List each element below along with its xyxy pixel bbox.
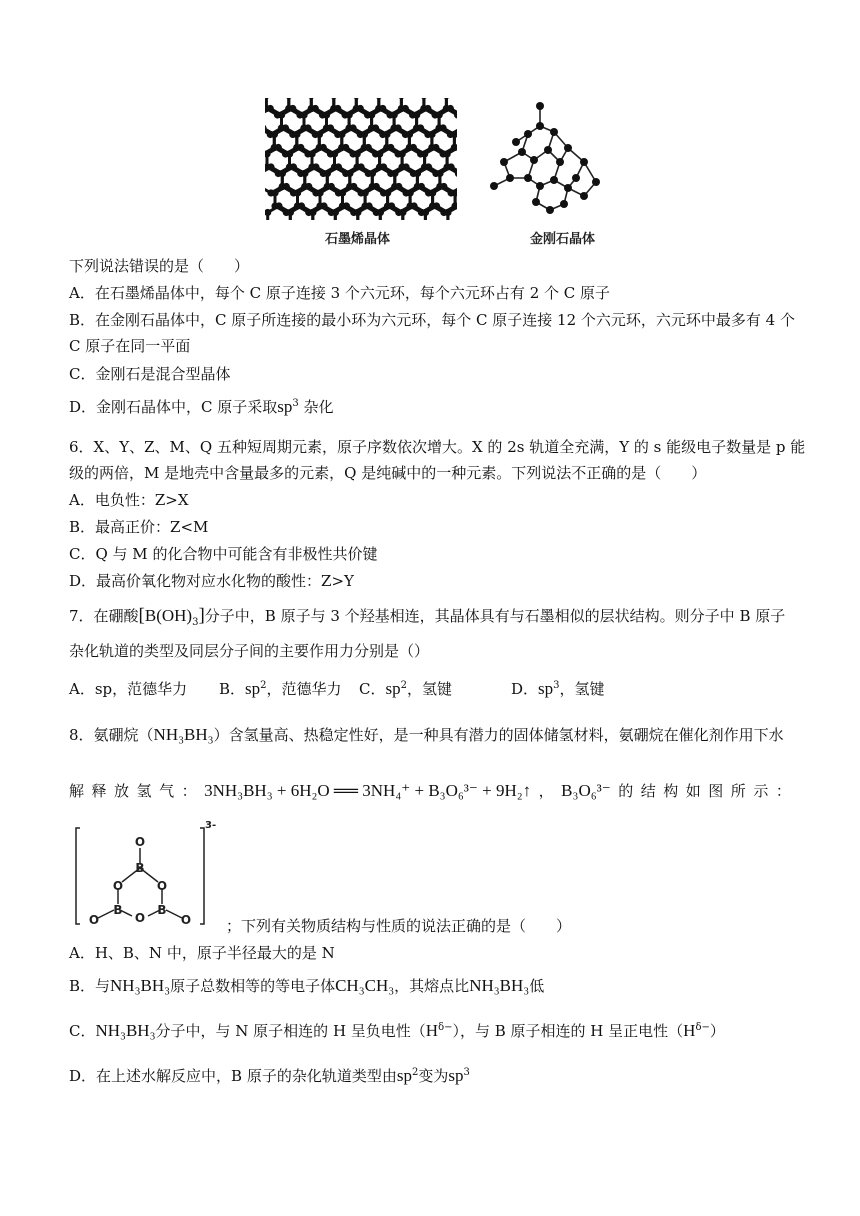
graphene-atom [410, 144, 417, 151]
graphene-atom [286, 150, 293, 157]
q8-ion: B₃O₆³⁻ [561, 781, 611, 800]
graphene-atom [448, 163, 455, 170]
graphene-atom [339, 189, 346, 196]
graphene-atom [271, 131, 278, 138]
graphene-atom [342, 144, 349, 151]
graphene-atom [379, 105, 386, 112]
graphene-atom [421, 150, 428, 157]
graphene-figure [265, 98, 457, 220]
graphene-atom [391, 170, 398, 177]
graphene-atom [267, 105, 274, 112]
graphene-atom [424, 105, 431, 112]
graphene-atom [436, 170, 443, 177]
q8-option-d: D．在上述水解反应中，B 原子的杂化轨道类型由$sp^2$变为$sp^3$ [69, 1066, 470, 1085]
ring-atom-o-top: O [134, 835, 146, 849]
q6-option-c: C．Q 与 M 的化合物中可能含有非极性共价键 [69, 545, 378, 563]
q6-option-d: D．最高价氧化物对应水化物的酸性：Z>Y [69, 572, 354, 590]
graphene-atom [278, 111, 285, 118]
graphene-atom [297, 144, 304, 151]
graphene-atom [391, 111, 398, 118]
q5-option-a: A．在石墨烯晶体中，每个 C 原子连接 3 个六元环，每个六元环占有 2 个 C 原子 [69, 284, 611, 302]
graphene-atom [293, 131, 300, 138]
graphene-atom [305, 183, 312, 190]
q6-stem-line1: 6．X、Y、Z、M、Q 五种短周期元素，原子序数依次增大。X 的 2s 轨道全充满，Y 的 s 能级电子数量是 p 能 [69, 438, 806, 456]
graphene-atom [399, 150, 406, 157]
q5-option-c: C．金刚石是混合型晶体 [69, 365, 231, 383]
ring-atom-o-right: O [156, 879, 168, 893]
graphene-atom [312, 105, 319, 112]
graphene-atom [308, 150, 315, 157]
q6-option-a: A．电负性：Z>X [69, 491, 189, 509]
ring-atom-o-left: O [112, 879, 124, 893]
graphene-atom [331, 150, 338, 157]
graphene-atom [320, 144, 327, 151]
graphene-atom [267, 163, 274, 170]
graphene-atom [444, 209, 451, 216]
graphene-caption: 石墨烯晶体 [325, 232, 391, 247]
graphene-atom [414, 170, 421, 177]
graphene-atom [411, 202, 418, 209]
graphene-atom [308, 98, 315, 99]
graphene-atom [366, 202, 373, 209]
graphene-atom [271, 189, 278, 196]
graphene-atom [290, 163, 297, 170]
graphene-atom [275, 144, 282, 151]
q8-stem-line1: 8．氨硼烷（NH₃BH₃）含氢量高、热稳定性好，是一种具有潜力的固体储氢材料，氨硼烷在催化剂作用下水 [69, 725, 784, 744]
q8-stem-line2: 解 释 放 氢 气 ： 3NH₃BH₃ + 6H₂O ══ 3NH₄⁺ + B₃O₆³⁻ + 9H₂↑ ， B₃O₆³⁻ 的 结 构 如 图 所 示 ： [69, 781, 791, 800]
graphene-atom [361, 131, 368, 138]
graphene-atom [418, 183, 425, 190]
graphene-atom [332, 209, 339, 216]
q7-option-b: B．$sp^2$，范德华力 [219, 679, 342, 698]
graphene-atom [440, 183, 447, 190]
graphene-atom [354, 150, 361, 157]
graphene-atom [320, 202, 327, 209]
graphene-atom [316, 189, 323, 196]
graphene-atom [343, 202, 350, 209]
graphene-atom [402, 105, 409, 112]
graphene-atom [298, 202, 305, 209]
graphene-atom [420, 98, 427, 99]
ring-atom-o-outer-left: O [88, 913, 100, 927]
q5-option-b-line2: C 原子在同一平面 [69, 337, 191, 355]
ring-charge: 3- [205, 820, 217, 831]
graphene-atom [282, 124, 289, 131]
graphene-atom [444, 150, 451, 157]
graphene-atom [335, 163, 342, 170]
graphene-atom [433, 202, 440, 209]
ring-atom-b-top: B [135, 861, 145, 875]
graphene-atom [358, 163, 365, 170]
q7-option-d: D．$sp^3$，氢键 [511, 679, 605, 698]
graphene-atom [350, 183, 357, 190]
graphene-atom [323, 111, 330, 118]
graphene-atom [417, 124, 424, 131]
graphene-atom [279, 170, 286, 177]
graphene-atom [422, 209, 429, 216]
graphene-atom [395, 183, 402, 190]
q7-option-c: C．$sp^2$，氢键 [359, 679, 452, 698]
graphene-atom [377, 209, 384, 216]
ring-atom-b-right: B [157, 903, 167, 917]
graphene-atom [403, 163, 410, 170]
graphene-atom [328, 183, 335, 190]
graphene-atom [324, 170, 331, 177]
q8-option-a: A．H、B、N 中，原子半径最大的是 N [69, 944, 335, 962]
graphene-atom [440, 124, 447, 131]
graphene-atom [384, 189, 391, 196]
b3o6-structure-figure [72, 818, 222, 930]
graphene-atom [365, 144, 372, 151]
graphene-atom [312, 163, 319, 170]
graphene-atom [398, 98, 405, 99]
graphene-atom [428, 131, 435, 138]
graphene-atom [443, 98, 450, 99]
graphene-atom [388, 202, 395, 209]
graphene-atom [334, 105, 341, 112]
graphene-atom [316, 131, 323, 138]
graphene-atom [327, 124, 334, 131]
q7-stem-line1: 7．在硼酸$[B(OH)_3]$分子中，B 原子与 3 个羟基相连，其晶体具有与石墨相似的层状结构。则分子中 B 原子 [69, 605, 786, 628]
graphene-atom [346, 170, 353, 177]
graphene-atom [304, 124, 311, 131]
graphene-atom [383, 131, 390, 138]
graphene-atom [350, 124, 357, 131]
graphene-atom [399, 209, 406, 216]
graphene-atom [294, 189, 301, 196]
q8-equation: 3NH₃BH₃ + 6H₂O ══ 3NH₄⁺ + B₃O₆³⁻ + 9H₂↑ [204, 781, 532, 800]
q6-stem-line2: 级的两倍，M 是地壳中含量最多的元素，Q 是纯碱中的一种元素。下列说法不正确的是（ ） [69, 464, 707, 482]
ring-atom-o-outer-right: O [180, 913, 192, 927]
q7-option-a: A．sp，范德华力 [69, 680, 188, 698]
graphene-atom [373, 183, 380, 190]
graphene-atom [387, 144, 394, 151]
q8-option-c: C．NH₃BH₃分子中，与 N 原子相连的 H 呈负电性$(H^{\delta-})$，与 B 原子相连的 H 呈正电性$(H^{\delta-})$ [69, 1021, 725, 1040]
ring-atom-b-left: B [113, 903, 123, 917]
graphene-atom [330, 98, 337, 99]
graphene-atom [429, 189, 436, 196]
graphene-atom [338, 131, 345, 138]
diamond-caption: 金刚石晶体 [530, 232, 596, 247]
graphene-atom [309, 209, 316, 216]
graphene-atom [376, 150, 383, 157]
graphene-atom [353, 98, 360, 99]
q8-option-b: B．与NH₃BH₃原子总数相等的等电子体CH₃CH₃，其熔点比NH₃BH₃低 [69, 976, 545, 995]
graphene-atom [375, 98, 382, 99]
graphene-atom [287, 209, 294, 216]
graphene-atom [407, 189, 414, 196]
q5-option-d: D．金刚石晶体中，C 原子采取$sp^3$ 杂化 [69, 397, 334, 416]
graphene-atom [357, 105, 364, 112]
graphene-atom [289, 105, 296, 112]
graphene-atom [372, 124, 379, 131]
graphene-atom [432, 144, 439, 151]
graphene-atom [369, 170, 376, 177]
graphene-atom [413, 111, 420, 118]
graphene-atom [354, 209, 361, 216]
graphene-atom [285, 98, 292, 99]
graphene-atom [283, 183, 290, 190]
graphene-atom [301, 170, 308, 177]
ring-atom-o-bottom: O [134, 911, 146, 925]
q6-option-b: B．最高正价：Z<M [69, 518, 209, 536]
graphene-atom [362, 189, 369, 196]
graphene-atom [447, 105, 454, 112]
graphene-atom [300, 111, 307, 118]
diamond-figure [488, 100, 608, 218]
q5-stem: 下列说法错误的是（ ） [69, 257, 250, 275]
graphene-atom [436, 111, 443, 118]
graphene-atom [395, 124, 402, 131]
q8-stem-after-figure: ；下列有关物质结构与性质的说法正确的是（ ） [226, 917, 572, 935]
q7-stem-line2: 杂化轨道的类型及同层分子间的主要作用力分别是（） [69, 642, 430, 660]
graphene-atom [275, 202, 282, 209]
graphene-atom [368, 111, 375, 118]
q5-option-b-line1: B．在金刚石晶体中，C 原子所连接的最小环为六元环，每个 C 原子连接 12 个六元环，六元环中最多有 4 个 [69, 311, 795, 329]
q7-options [69, 678, 605, 700]
graphene-atom [346, 111, 353, 118]
graphene-atom [380, 163, 387, 170]
graphene-atom [406, 131, 413, 138]
graphene-atom [425, 163, 432, 170]
